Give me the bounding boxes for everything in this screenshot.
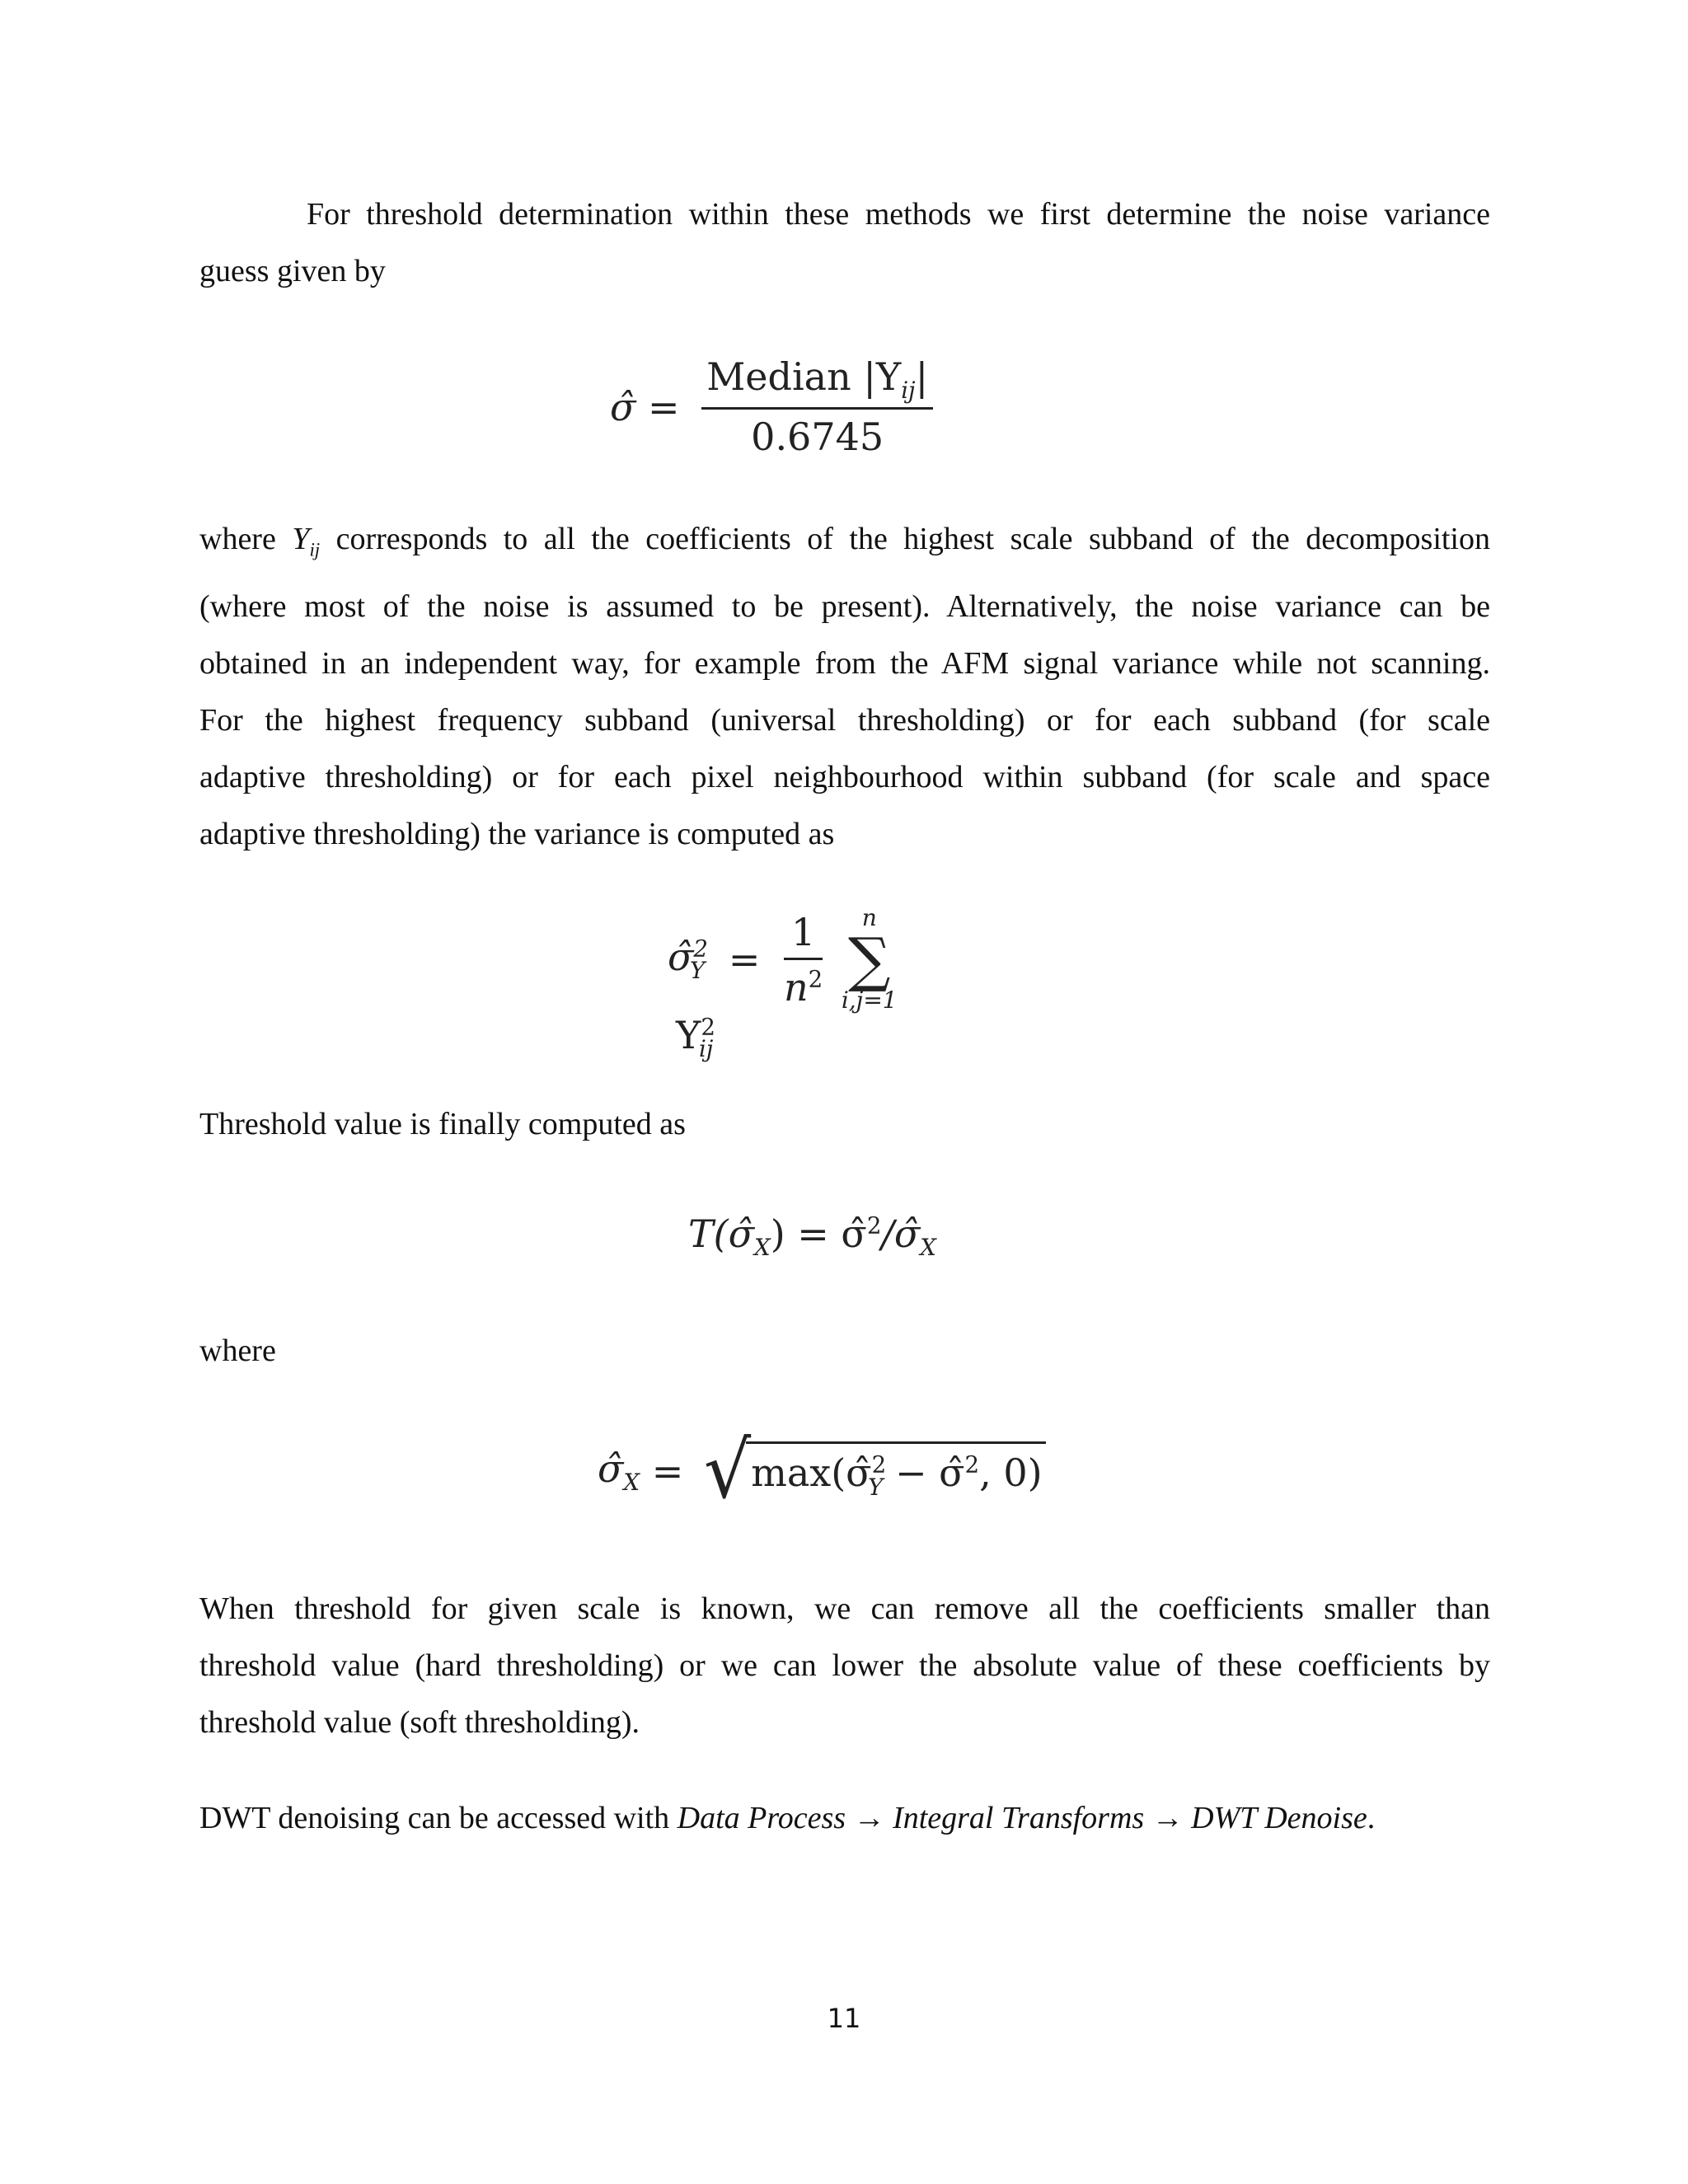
text-suffix: . <box>1367 1801 1376 1835</box>
fraction-denominator: $n^2$ <box>783 964 823 1010</box>
radical-symbol: √ <box>703 1425 752 1516</box>
paragraph-line: When threshold for given scale is known, we can remove all the coefficients smaller than <box>199 1591 1490 1626</box>
equation-sigma-x <box>598 1425 1046 1516</box>
paragraph-intro <box>199 186 1490 300</box>
equation-body: $T(\sigmâ_X)$ = $\sigmâ^2/\sigmâ_X$ <box>688 1212 936 1262</box>
equals-sign: = <box>651 1449 684 1493</box>
paragraph-line: guess given by <box>199 254 386 288</box>
numerator-text: Median |Y <box>706 354 902 399</box>
paragraph-line: For the highest frequency subband (universal thresholding) or for each subband (for scale <box>199 702 1490 738</box>
paragraph-line: (where most of the noise is assumed to be present). Alternatively, the noise variance can be <box>199 588 1490 624</box>
paragraph-line: where <box>199 1333 276 1368</box>
paragraph-where <box>199 1323 1490 1380</box>
paragraph-line: threshold value (hard thresholding) or we can lower the absolute value of these coefficients by <box>199 1648 1490 1683</box>
fraction-numerator: 1 <box>784 910 823 960</box>
summation <box>841 904 898 1014</box>
paragraph-thresholding <box>199 1581 1490 1751</box>
radicand: max(σ̂$^2_Y$ − σ̂$^2$, 0) <box>746 1441 1045 1500</box>
fraction-numerator <box>701 354 933 410</box>
paragraph-line: adaptive thresholding) the variance is computed as <box>199 816 835 851</box>
equation-sigma-estimate <box>610 354 933 459</box>
square-root <box>703 1425 1046 1516</box>
equation-lhs: σ̂ = <box>610 384 680 429</box>
paragraph-line: obtained in an independent way, for example from the AFM signal variance while not scanning. <box>199 645 1490 681</box>
paragraph-line <box>199 1790 1490 1847</box>
equation-lhs: $\sigmâ_X$ <box>598 1446 640 1497</box>
fraction-denominator: 0.6745 <box>751 415 884 460</box>
text-prefix: where <box>199 522 293 556</box>
text-rest: corresponds to all the coefficients of the highest scale subband of the decomposition <box>320 522 1490 556</box>
numerator-subscript: ij <box>901 377 916 405</box>
equals-sign: = <box>728 937 761 982</box>
variable-y: $Y_{ij}$ <box>292 522 321 560</box>
sum-term: $Y^2_{ij}$ <box>676 1012 715 1063</box>
paragraph-line: threshold value (soft thresholding). <box>199 1705 640 1740</box>
paragraph-line <box>199 511 1490 579</box>
sum-symbol: ∑ <box>848 925 891 994</box>
equation-variance <box>668 904 955 1063</box>
paragraph-threshold-intro <box>199 1096 1490 1153</box>
menu-path: Data Process → Integral Transforms → DWT Denoise <box>677 1801 1367 1835</box>
sum-upper-limit: n <box>861 904 877 931</box>
paragraph-line: Threshold value is finally computed as <box>199 1107 686 1141</box>
page-number: 11 <box>827 2003 861 2034</box>
paragraph-line: For threshold determination within these methods we first determine the noise variance <box>307 197 1490 232</box>
equation-lhs: σ̂$^2_Y$ <box>668 934 708 985</box>
paragraph-explanation <box>199 511 1490 863</box>
numerator-end: | <box>915 354 929 399</box>
sum-lower-limit: i,j=1 <box>841 987 898 1014</box>
paragraph-access <box>199 1790 1490 1847</box>
paragraph-line: adaptive thresholding) or for each pixel neighbourhood within subband (for scale and space <box>199 759 1490 794</box>
text-prefix: DWT denoising can be accessed with <box>199 1801 678 1835</box>
equation-fraction <box>784 910 823 1010</box>
equation-threshold <box>688 1212 936 1261</box>
equation-fraction <box>701 354 933 459</box>
